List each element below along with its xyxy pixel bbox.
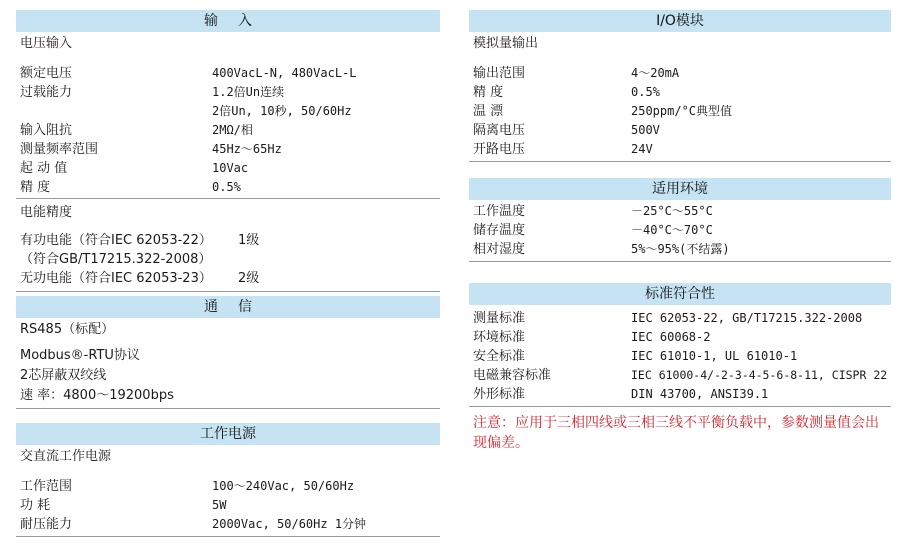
env-section xyxy=(469,178,891,262)
spec-row: 相对湿度 5%～95%(不结露) xyxy=(473,242,730,257)
spec-row: 输出范围 4～20mA xyxy=(473,66,680,81)
spec-row: 开路电压 24V xyxy=(473,142,653,157)
analog-output-subtitle: 模拟量输出 xyxy=(473,36,539,51)
spec-row: 功 耗 5W xyxy=(20,498,227,513)
spec-row: 电磁兼容标准 IEC 61000-4/-2-3-4-5-6-8-11, CISPR 22 xyxy=(473,368,888,383)
voltage-input-subtitle: 电压输入 xyxy=(20,36,73,51)
power-subtitle: 交直流工作电源 xyxy=(20,449,112,464)
input-section-title: 输入 xyxy=(16,10,440,32)
spec-row: 外形标准 DIN 43700, ANSI39.1 xyxy=(473,387,769,402)
spec-row: 起 动 值 10Vac xyxy=(20,161,249,176)
comm-line: 速 率：4800～19200bps xyxy=(20,388,174,403)
std-section xyxy=(469,283,891,407)
warning-note: 注意：应用于三相四线或三相三线不平衡负载中，参数测量值会出现偏差。 xyxy=(473,415,879,451)
power-section-title: 工作电源 xyxy=(16,423,440,445)
comm-section-title: 通信 xyxy=(16,296,440,318)
spec-row: 精 度 0.5% xyxy=(473,85,660,100)
comm-line: 2芯屏蔽双绞线 xyxy=(20,368,107,383)
spec-row: 温 漂 250ppm/°C典型值 xyxy=(473,104,733,119)
io-section xyxy=(469,10,891,162)
energy-row: （符合GB/T17215.322-2008） xyxy=(20,252,212,267)
spec-row: 过载能力 1.2倍Un连续 xyxy=(20,85,285,100)
spec-row: 环境标准 IEC 60068-2 xyxy=(473,330,711,345)
spec-row: 测量频率范围 45Hz～65Hz xyxy=(20,142,282,157)
energy-row: 无功电能（符合IEC 62053-23） 2级 xyxy=(20,271,260,286)
comm-line: Modbus®-RTU协议 xyxy=(20,348,140,363)
spec-row: 工作范围 100～240Vac, 50/60Hz xyxy=(20,479,355,494)
comm-line: RS485（标配） xyxy=(20,322,115,337)
spec-row: 工作温度 －25°C～55°C xyxy=(473,204,713,219)
energy-row: 有功电能（符合IEC 62053-22） 1级 xyxy=(20,233,260,248)
spec-row: 耐压能力 2000Vac, 50/60Hz 1分钟 xyxy=(20,517,367,532)
spec-row: 额定电压 400VacL-N, 480VacL-L xyxy=(20,66,357,81)
io-section-title: I/O模块 xyxy=(469,10,891,32)
power-section xyxy=(16,423,440,537)
spec-row: 精 度 0.5% xyxy=(16,178,440,199)
std-section-title: 标准符合性 xyxy=(469,283,891,305)
spec-row: 储存温度 －40°C～70°C xyxy=(473,223,713,238)
spec-row: 安全标准 IEC 61010-1, UL 61010-1 xyxy=(473,349,798,364)
right-column xyxy=(469,0,891,453)
spec-row: 输入阻抗 2MΩ/相 xyxy=(20,123,253,138)
spec-row: 隔离电压 500V xyxy=(473,123,660,138)
input-section xyxy=(16,10,440,292)
spec-row: 测量标准 IEC 62053-22, GB/T17215.322-2008 xyxy=(473,311,863,326)
env-section-title: 适用环境 xyxy=(469,178,891,200)
energy-accuracy-subtitle: 电能精度 xyxy=(20,205,73,220)
spec-row: 2倍Un, 10秒, 50/60Hz xyxy=(212,104,352,118)
comm-section xyxy=(16,296,440,409)
left-column xyxy=(16,0,440,537)
